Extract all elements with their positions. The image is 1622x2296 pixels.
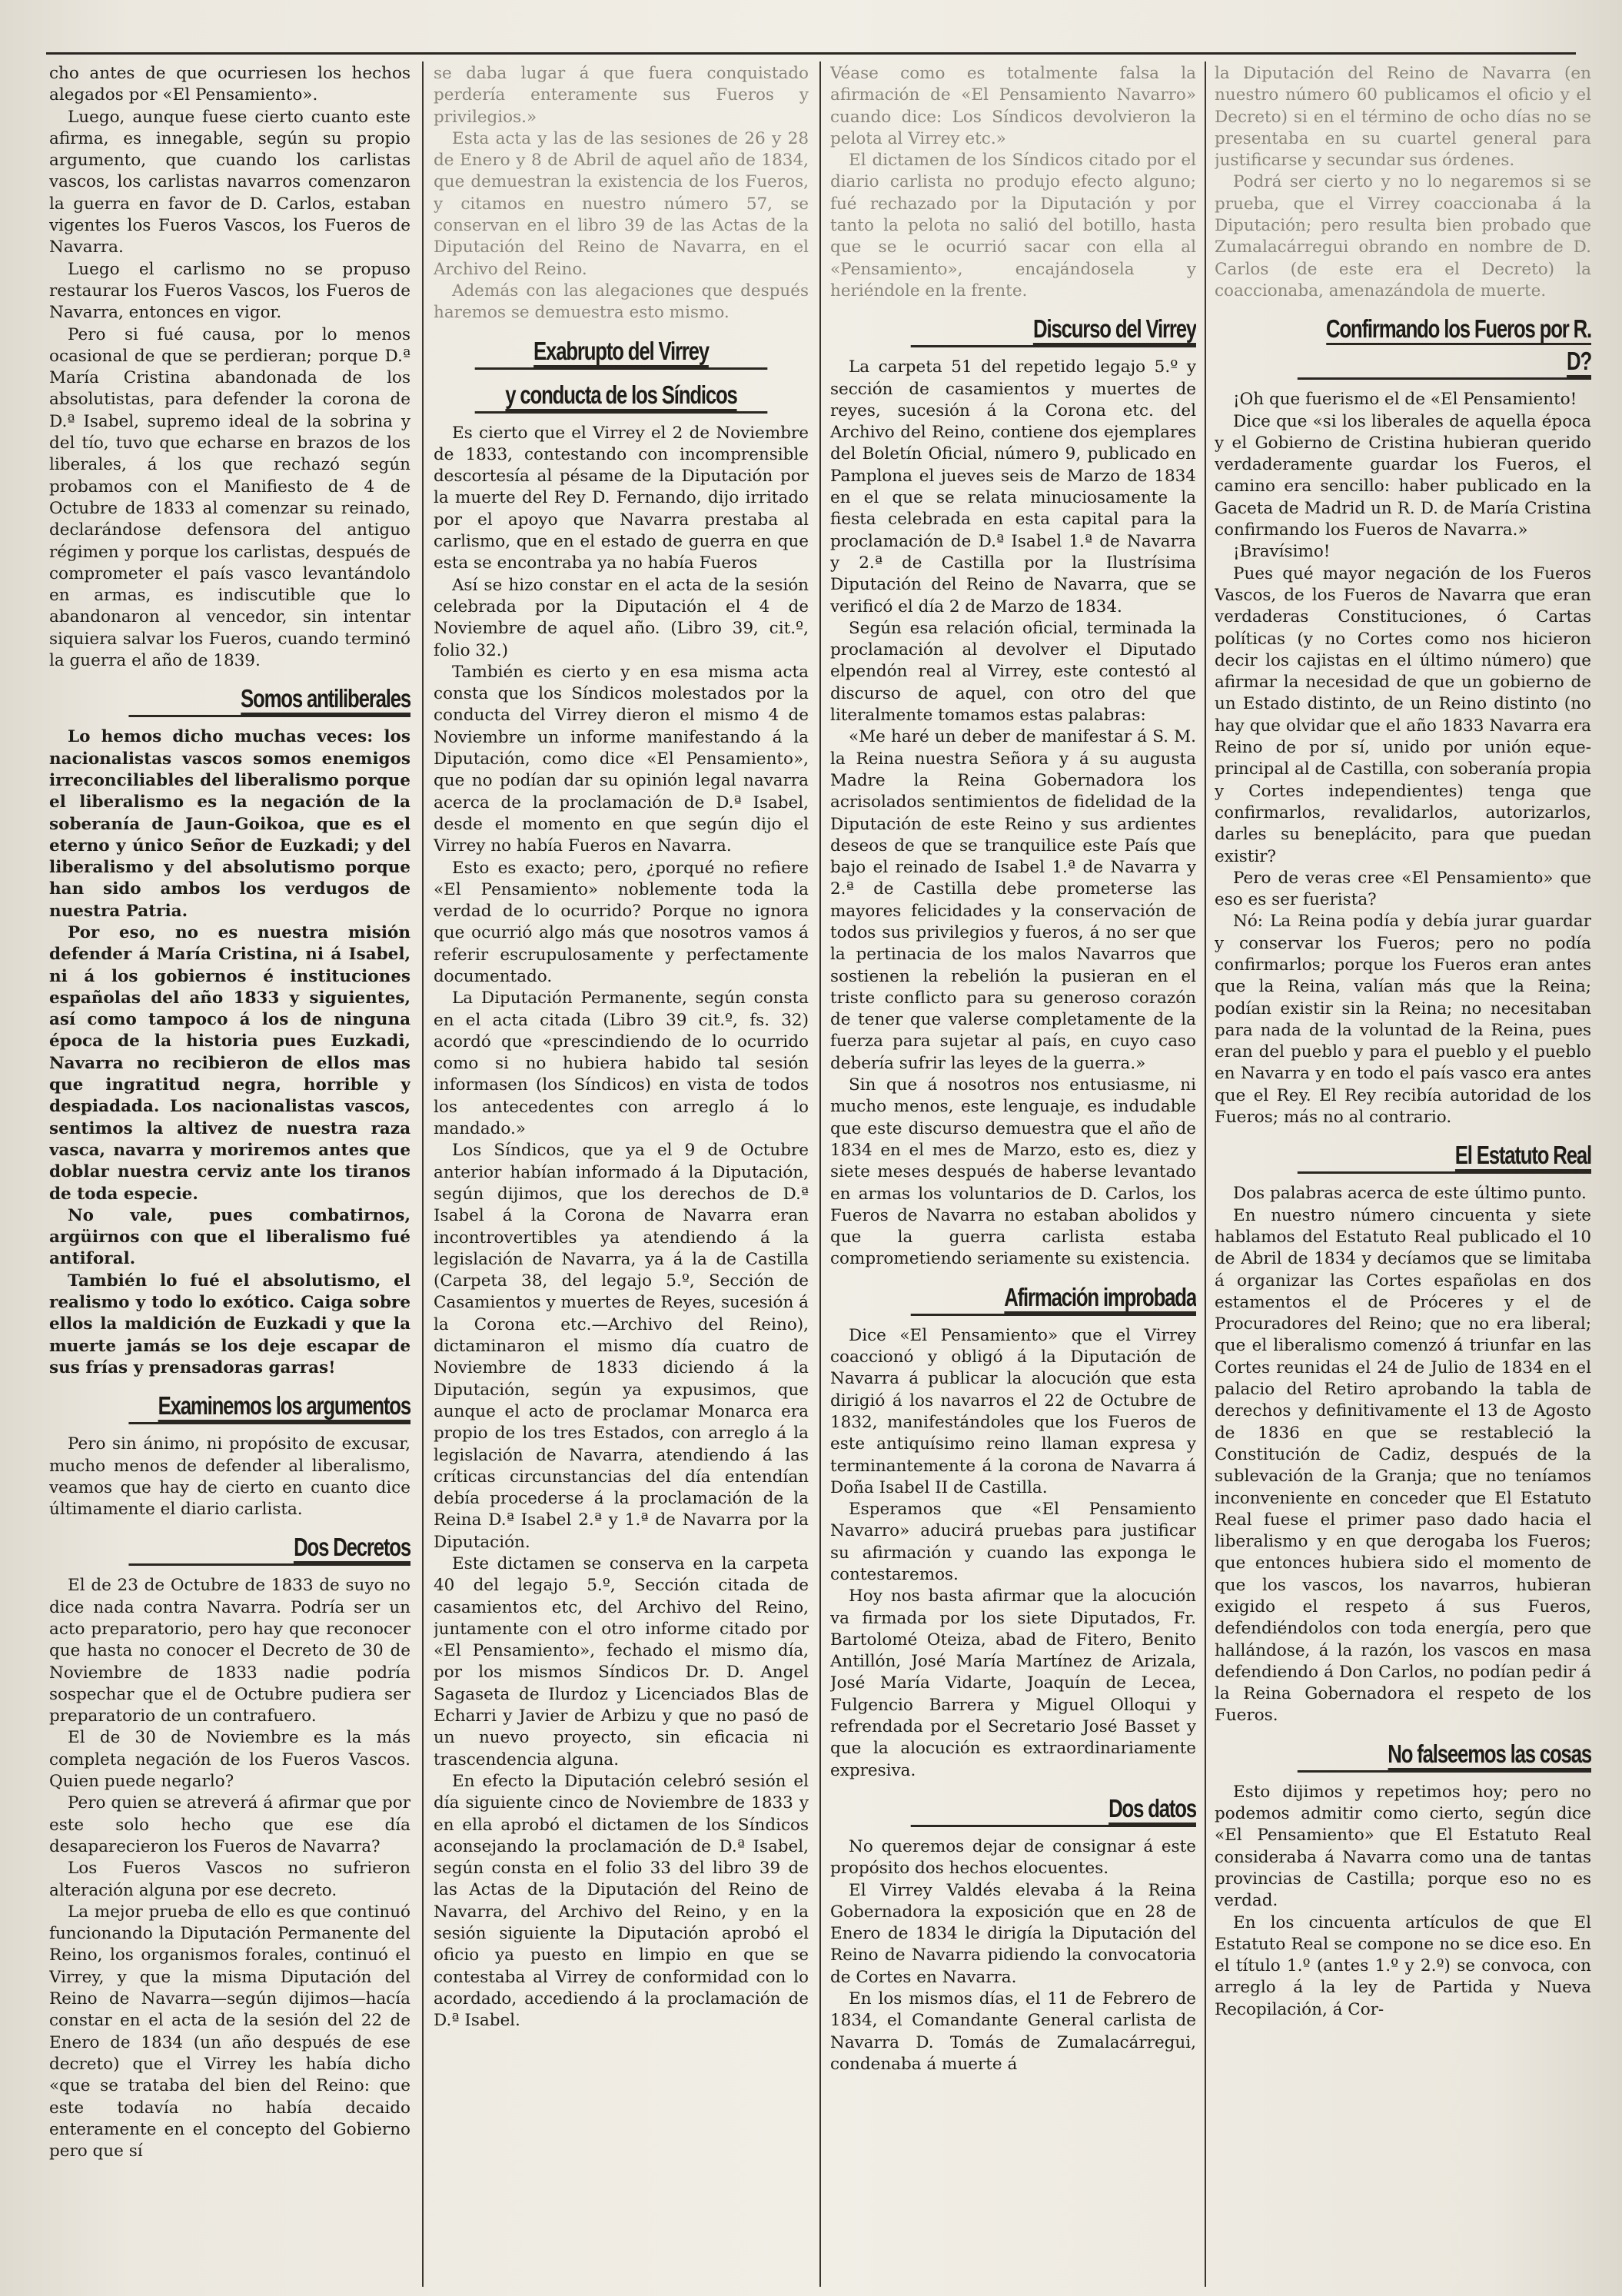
paragraph: La carpeta 51 del repetido legajo 5.º y sección de casamientos y muertes de reyes, sucesión á la Corona etc. del Archivo del Reino, contiene dos ejemplares del Boletín Oficial, número 9, publicado en Pamplona el jueves seis de Marzo de 1834 en el que se relata minuciosamente la fiesta celebrada en esta capital para la proclamación de D.ª Isabel 1.ª de Navarra y 2.ª de Castilla por la Ilustrísima Diputación del Reino de Navarra, que se verificó el día 2 de Marzo de 1834. (830, 357, 1196, 616)
paragraph: Podrá ser cierto y no lo negaremos si se prueba, que el Virrey coaccionaba á la Diputación; pero resulta bien probado que Zumalacárregui obrando en nombre de D. Carlos (de este era el Decreto) la coaccionaba, amenazándola de muerte. (1215, 172, 1591, 301)
column-3 (830, 63, 1196, 2277)
section-heading (128, 683, 410, 717)
section-subheading (475, 379, 768, 414)
column-divider (422, 61, 424, 2287)
paragraph: Hoy nos basta afirmar que la alocución va firmada por los siete Diputados, Fr. Bartolomé Oteiza, abad de Fitero, Benito Antillón, José María Martínez de Arizala, José María Vidarte, Joaquín de Lecea, Fulgencio Barrera y Miguel Olloqui y refrendada por el Secretario José Basset y que la alocución es extraordinariamente expresiva. (830, 1587, 1196, 1780)
heading-text: Somos antiliberales (241, 684, 410, 715)
paragraph: Lo hemos dicho muchas veces: los nacionalistas vascos somos enemigos irreconciliables del liberalismo porque el liberalismo es la negación de la soberanía de Jaun-Goikoa, que es el eterno y único Señor de Euzkadi; y del liberalismo y del absolutismo porque han sido ambos los verdugos de nuestra Patria. (49, 727, 410, 921)
paragraph: cho antes de que ocurriesen los hechos alegados por «El Pensamiento». (49, 64, 410, 105)
paragraph: Además con las alegaciones que después haremos se demuestra esto mismo. (434, 281, 809, 323)
paragraph: El de 30 de Noviembre es la más completa negación de los Fueros Vascos. Quien puede negarlo? (49, 1728, 410, 1792)
paragraph: Luego, aunque fuese cierto cuanto este afirma, es innegable, según su propio argumento, que cuando los carlistas vascos, los carlistas navarros comenzaron la guerra en favor de D. Carlos, estaban vigentes los Fueros Vascos, los Fueros de Navarra. (49, 107, 410, 258)
section-heading (1298, 1139, 1591, 1174)
paragraph: No queremos dejar de consignar á este propósito dos hechos elocuentes. (830, 1836, 1196, 1879)
section-heading (1298, 1738, 1591, 1773)
section-heading (911, 1793, 1196, 1827)
column-divider (1205, 61, 1206, 2287)
paragraph: la Diputación del Reino de Navarra (en nuestro número 60 publicamos el oficio y el Decreto) si en el término de ocho días no se presentaba en su cuartel general para justificarse y secundar sus órdenes. (1215, 64, 1591, 171)
paragraph: Nó: La Reina podía y debía jurar guardar y conservar los Fueros; pero no podía confirmarlos; porque los Fueros eran antes que la Reina, valían más que la Reina; podían existir sin la Reina; no necesitaban para nada de la voluntad de la Reina, pues eran del pueblo y para el pueblo y el pueblo en Navarra y en todo el país vasco era antes que el Rey. El Rey recibía autoridad de los Fueros; más no al contrario. (1215, 912, 1591, 1128)
paragraph: Dice «El Pensamiento» que el Virrey coaccionó y obligó á la Diputación de Navarra á publicar la alocución que esta dirigió á los navarros el 22 de Octubre de 1832, manifestándoles que los Fueros de este antiquísimo reino llaman expresa y terminantemente á la corona de Navarra á Doña Isabel II de Castilla. (830, 1325, 1196, 1497)
paragraph: Esta acta y las de las sesiones de 26 y 28 de Enero y 8 de Abril de aquel año de 1834, que demuestran la existencia de los Fueros, y citamos en nuestro número 57, se conservan en el libro 39 de las Actas de la Diputación del Reino de Navarra, en el Archivo del Reino. (434, 128, 809, 279)
section-heading (911, 313, 1196, 347)
paragraph: ¡Bravísimo! (1233, 542, 1331, 562)
heading-text: Discurso del Virrey (1033, 314, 1196, 345)
paragraph: se daba lugar á que fuera conquistado perdería enteramente sus Fueros y privilegios.» (434, 64, 809, 127)
paragraph: La Diputación Permanente, según consta en el acta citada (Libro 39 cit.º, fs. 32) acordó que «prescindiendo de lo ocurrido como si no hubiera habido tal sesión informasen (los Síndicos) en vista de todos los antecedentes con arreglo á lo mandado.» (434, 989, 809, 1139)
heading-text: Examinemos los argumentos (158, 1391, 410, 1422)
paragraph: En los mismos días, el 11 de Febrero de 1834, el Comandante General carlista de Navarra D. Tomás de Zumalacárregui, condenaba á muerte á (830, 1989, 1196, 2074)
section-heading (1298, 313, 1591, 380)
paragraph: Esperamos que «El Pensamiento Navarro» aducirá pruebas para justificar su afirmación y cuando las exponga le contestaremos. (830, 1500, 1196, 1584)
heading-text: Exabrupto del Virrey (533, 337, 709, 367)
paragraph: La mejor prueba de ello es que continuó funcionando la Diputación Permanente del Reino, los organismos forales, continuó el Virrey, y que la misma Diputación del Reino de Navarra—según dijimos—hacía constar en el acta de la sesión del 22 de Enero de 1834 (un año después de ese decreto) que el Virrey les había dicho «que se trataba del bien del Reino: que este todavía no había decaido enteramente en el concepto del Gobierno pero que sí (49, 1902, 410, 2161)
paragraph: Véase como es totalmente falsa la afirmación de «El Pensamiento Navarro» cuando dice: Los Síndicos devolvieron la pelota al Virrey etc.» (830, 64, 1196, 148)
paragraph: Este dictamen se conserva en la carpeta 40 del legajo 5.º, Sección citada de casamientos etc, del Archivo del Reino, juntamente con el otro informe citado por «El Pensamiento», fechado el mismo día, por los mismos Síndicos Dr. D. Angel Sagaseta de Ilurdoz y Licenciados Blas de Echarri y Javier de Arbizu y que no pasó de un nuevo proyecto, sin eficacia ni trascendencia alguna. (434, 1554, 809, 1769)
paragraph: Esto dijimos y repetimos hoy; pero no podemos admitir como cierto, según dice «El Pensamiento» que El Estatuto Real consideraba á Navarra como una de tantas provincias de Castilla; porque eso no es verdad. (1215, 1782, 1591, 1911)
heading-text: Dos Decretos (294, 1533, 410, 1563)
paragraph: Así se hizo constar en el acta de la sesión celebrada por la Diputación el 4 de Noviembre de aquel año. (Libro 39, cit.º, folio 32.) (434, 575, 809, 660)
column-4 (1215, 63, 1591, 2277)
section-heading (128, 1531, 410, 1566)
heading-text: Confirmando los Fueros por R. D? (1326, 314, 1591, 377)
column-1 (49, 63, 410, 2277)
paragraph: No vale, pues combatirnos, argüirnos con que el liberalismo fué antiforal. (49, 1205, 410, 1269)
paragraph: Es cierto que el Virrey el 2 de Noviembre de 1833, contestando con incomprensible descortesía al pésame de la Diputación por la muerte del Rey D. Fernando, dijo irritado por el apoyo que Navarra prestaba al carlismo, que en el estado de guerra en que esta se encontraba ya no había Fueros (434, 423, 809, 573)
heading-text: Afirmación improbada (1004, 1283, 1196, 1314)
paragraph: Por eso, no es nuestra misión defender á María Cristina, ni á Isabel, ni á los gobiernos é instituciones españolas del año 1833 y siguientes, así como tampoco á los de ninguna época de la historia pues Euzkadi, Navarra no recibieron de ellos mas que ingratitud negra, horrible y despiadada. Los nacionalistas vascos, sentimos la altivez de nuestra raza vasca, navarra y moriremos antes que doblar nuestra cerviz ante los tiranos de toda especie. (49, 922, 410, 1204)
paragraph: Pero quien se atreverá á afirmar que por este solo hecho que ese día desaparecieron los Fueros de Navarra? (49, 1793, 410, 1856)
section-heading (128, 1390, 410, 1424)
column-2 (434, 63, 809, 2277)
paragraph: En nuestro número cincuenta y siete hablamos del Estatuto Real publicado el 10 de Abril de 1834 y decíamos que se limitaba á organizar las Cortes españolas en dos estamentos el de Próceres y el de Procuradores del Reino; que no era liberal; que el liberalismo comenzó á triunfar en las Cortes reunidas el 24 de Julio de 1834 en el palacio del Retiro aprobando la tabla de derechos y definitivamente el 13 de Agosto de 1836 en que se restableció la Constitución de Cadiz, después de la sublevación de la Granja; que no teníamos inconveniente en conceder que El Estatuto Real fuese el primer paso dado hacia el liberalismo y en que derogaba los Fueros; que entonces hubiera sido el momento de que los vascos, los navarros, hubieran exigido el respeto á sus Fueros, defendiéndolos con toda energía, pero que hallándose, á la razón, los vascos en masa defendiendo á Don Carlos, no podían pedir á la Reina Gobernadora el respeto de los Fueros. (1215, 1205, 1591, 1726)
heading-text: Dos datos (1108, 1794, 1196, 1825)
paragraph: También lo fué el absolutismo, el realismo y todo lo exótico. Caiga sobre ellos la maldición de Euzkadi y que la muerte jamás se los deje escapar de sus frías y prensadoras garras! (49, 1271, 410, 1377)
paragraph: ¡Oh que fuerismo el de «El Pensamiento! (1233, 390, 1577, 410)
section-heading (911, 1281, 1196, 1316)
paragraph: Los Fueros Vascos no sufrieron alteración alguna por ese decreto. (49, 1859, 410, 1900)
paragraph: Sin que á nosotros nos entusiasme, ni mucho menos, este lenguaje, es indudable que este discurso demuestra que el año de 1834 en el mes de Marzo, esto es, diez y siete meses después de haberse levantado en armas los voluntarios de D. Carlos, los Fueros de Navarra no estaban abolidos y que la guerra carlista estaba comprometiendo seriamente su existencia. (830, 1075, 1196, 1269)
paragraph: Dos palabras acerca de este último punto. (1233, 1184, 1587, 1204)
paragraph: Pues qué mayor negación de los Fueros Vascos, de los Fueros de Navarra que eran verdaderas Constituciones, ó Cartas políticas (y no Cortes como nos hicieron decir los cajistas en el último número) que afirmar la necesidad de que un gobierno de un Estado distinto, de un Reino distinto (no hay que olvidar que el año 1833 Navarra era Reino de por sí, unido por unión eque-principal al de Castilla, con soberanía propia y Cortes independientes) tenga que confirmarlos, revalidarlos, autorizarlos, darles su beneplácito, para que puedan existir? (1215, 563, 1591, 866)
heading-text: El Estatuto Real (1455, 1141, 1591, 1171)
paragraph: También es cierto y en esa misma acta consta que los Síndicos molestados por la conducta del Virrey dieron el mismo 4 de Noviembre un informe manifestando á la Diputación, como dice «El Pensamiento», que no podían dar su opinión legal navarra acerca de la proclamación de D.ª Isabel, desde el momento en que según dijo el Virrey no había Fueros en Navarra. (434, 662, 809, 856)
top-rule (46, 52, 1576, 55)
paragraph: El Virrey Valdés elevaba á la Reina Gobernadora la exposición que en 28 de Enero de 1834 le dirigía la Diputación del Reino de Navarra pidiendo la convocatoria de Cortes en Navarra. (830, 1880, 1196, 1987)
paragraph: Pero de veras cree «El Pensamiento» que eso es ser fuerista? (1215, 868, 1591, 910)
paragraph: Esto es exacto; pero, ¿porqué no refiere «El Pensamiento» noblemente toda la verdad de lo ocurrido? Porque no ignora que ocurrió algo más que nosotros vamos á referir escrupulosamente y perfectamente documentado. (434, 858, 809, 986)
heading-text: No falseemos las cosas (1388, 1739, 1591, 1770)
paragraph: En efecto la Diputación celebró sesión el día siguiente cinco de Noviembre de 1833 y en ella aprobó el dictamen de los Síndicos aconsejando la proclamación de D.ª Isabel, según consta en el folio 33 del libro 39 de las Actas de la Diputación del Reino de Navarra, del Archivo del Reino, y en la sesión siguiente la Diputación aprobó el oficio ya puesto en limpio en que se contestaba al Virrey de conformidad con lo acordado, accediendo á la proclamación de D.ª Isabel. (434, 1771, 809, 2031)
paragraph: «Me haré un deber de manifestar á S. M. la Reina nuestra Señora y á su augusta Madre la Reina Gobernadora los acrisolados sentimientos de fidelidad de la Diputación de este Reino y sus ardientes deseos de que se tranquilice este País que bajo el reinado de Isabel 1.ª de Navarra y 2.ª de Castilla debe prometerse las mayores felicidades y la conservación de todos sus privilegios y fueros, á no ser que la pertinacia de los malos Navarros que sostienen la rebelión la pusieran en el triste conflicto para su generoso corazón de tener que valerse completamente de la fuerza para sujetar al país, en cuyo caso debería sufrir las leyes de la guerra.» (830, 727, 1196, 1073)
paragraph: El de 23 de Octubre de 1833 de suyo no dice nada contra Navarra. Podría ser un acto preparatorio, pero hay que reconocer que hasta no conocer el Decreto de 30 de Noviembre de 1833 nadie podría sospechar que el de Octubre pudiera ser preparatorio de un contrafuero. (49, 1576, 410, 1726)
paragraph: Dice que «si los liberales de aquella época y el Gobierno de Cristina hubieran querido verdaderamente guardar los Fueros, el camino era sencillo: haber publicado en la Gaceta de Madrid un R. D. de María Cristina confirmando los Fueros de Navarra.» (1215, 411, 1591, 540)
paragraph: Luego el carlismo no se propuso restaurar los Fueros Vascos, los Fueros de Navarra, entonces en vigor. (49, 259, 410, 323)
paragraph: Los Síndicos, que ya el 9 de Octubre anterior habían informado á la Diputación, según dijimos, que los derechos de D.ª Isabel á la Corona de Navarra eran incontrovertibles ya atendiendo á la legislación de Navarra, ya á la de Castilla (Carpeta 38, del legajo 5.º, Sección de Casamientos y muertes de Reyes, sucesión á la Corona etc.—Archivo del Reino), dictaminaron el mismo día cuatro de Noviembre de 1833 diciendo á la Diputación, según ya expusimos, que aunque el acto de proclamar Monarca era propio de los tres Estados, con arreglo á la legislación de Navarra, atendiendo á las críticas circunstancias del día entendían debía procederse á la proclamación de la Reina D.ª Isabel 2.ª y 1.ª de Navarra por la Diputación. (434, 1141, 809, 1552)
heading-text: y conducta de los Síndicos (505, 380, 736, 411)
column-divider (819, 61, 821, 2287)
paragraph: En los cincuenta artículos de que El Estatuto Real se compone no se dice eso. En el título 1.º (antes 1.º y 2.º) se convoca, con arreglo á la ley de Partida y Nueva Recopilación, á Cor- (1215, 1912, 1591, 2019)
section-heading (475, 335, 768, 370)
paragraph: Pero si fué causa, por lo menos ocasional de que se perdieran; porque D.ª María Cristina abandonada de los absolutistas, para defender la corona de D.ª Isabel, supremo ideal de la sobrina y del tío, tuvo que echarse en brazos de los liberales, á los que rechazó según probamos con el Manifiesto de 4 de Octubre de 1833 al comenzar su reinado, declarándose defensora del antiguo régimen y porque los carlistas, después de comprometer el país vasco levantándolo en armas, es indiscutible que lo abandonaron al vencedor, sin intentar siquiera salvar los Fueros, cuando terminó la guerra el año de 1839. (49, 324, 410, 671)
paragraph: Pero sin ánimo, ni propósito de excusar, mucho menos de defender al liberalismo, veamos que hay de cierto en cuanto dice últimamente el diario carlista. (49, 1434, 410, 1520)
paragraph: El dictamen de los Síndicos citado por el diario carlista no produjo efecto alguno; fué rechazado por la Diputación y por tanto la pelota no salió del botillo, hasta que se le ocurrió sacar con ella al «Pensamiento», encajándosela y heriéndole en la frente. (830, 151, 1196, 301)
paragraph: Según esa relación oficial, terminada la proclamación al devolver el Diputado elpendón real al Virrey, este contestó al discurso de aquel, con otro del que literalmente tomamos estas palabras: (830, 618, 1196, 726)
